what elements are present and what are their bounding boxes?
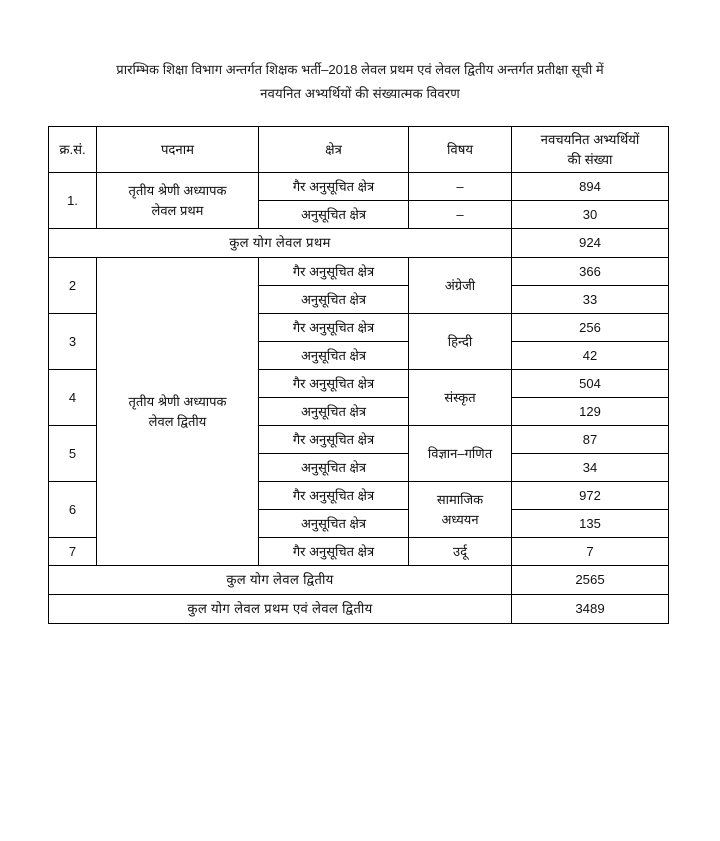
level1-post-line-1: तृतीय श्रेणी अध्यापक [128,182,227,198]
level2-group4-subject-line-2: अध्ययन [441,511,479,527]
level2-group4-subject-line-1: सामाजिक [436,491,484,507]
header-subject: विषय [409,127,512,173]
candidate-summary-table [48,126,669,624]
level2-group2-serial: 4 [49,370,97,426]
level2-group3-row1-area: अनुसूचित क्षेत्र [259,454,409,482]
level2-group2-row0-count: 504 [512,370,669,398]
level1-row0-area: गैर अनुसूचित क्षेत्र [259,173,409,201]
level2-post [97,258,259,566]
table-row [49,173,669,201]
level2-group4-row1-count: 135 [512,510,669,538]
level2-group5-subject: उर्दू [409,538,512,566]
level2-group5-serial: 7 [49,538,97,566]
level2-group0-row0-area: गैर अनुसूचित क्षेत्र [259,258,409,286]
table-header-row [49,127,669,173]
table-row [49,258,669,286]
level1-row1-area: अनुसूचित क्षेत्र [259,201,409,229]
level1-post-line-2: लेवल प्रथम [151,202,204,218]
grand-total-row [49,595,669,624]
level2-group4-subject [409,482,512,538]
level1-post [97,173,259,229]
header-serial: क्र.सं. [49,127,97,173]
document-title [18,58,702,106]
level1-total-label: कुल योग लेवल प्रथम [49,229,512,258]
level2-group1-row1-count: 42 [512,342,669,370]
level2-group1-row1-area: अनुसूचित क्षेत्र [259,342,409,370]
level2-group0-subject: अंग्रेजी [409,258,512,314]
level2-total-count: 2565 [512,566,669,595]
level2-group0-serial: 2 [49,258,97,314]
level1-row0-subject: – [409,173,512,201]
summary-table-container [48,126,668,624]
level2-total-label: कुल योग लेवल द्वितीय [49,566,512,595]
level1-total-count: 924 [512,229,669,258]
level2-group1-serial: 3 [49,314,97,370]
grand-total-label: कुल योग लेवल प्रथम एवं लेवल द्वितीय [49,595,512,624]
level1-total-row [49,229,669,258]
level2-group0-row0-count: 366 [512,258,669,286]
header-area: क्षेत्र [259,127,409,173]
level2-group4-serial: 6 [49,482,97,538]
level2-group3-serial: 5 [49,426,97,482]
level1-row1-subject: – [409,201,512,229]
level2-group2-subject: संस्कृत [409,370,512,426]
document-title-line-1: प्रारम्भिक शिक्षा विभाग अन्तर्गत शिक्षक भर्ती–2018 लेवल प्रथम एवं लेवल द्वितीय अन्तर्गत प्रतीक्षा सूची में [116,62,604,77]
level2-group2-row0-area: गैर अनुसूचित क्षेत्र [259,370,409,398]
level2-group2-row1-count: 129 [512,398,669,426]
level2-group3-row0-count: 87 [512,426,669,454]
grand-total-count: 3489 [512,595,669,624]
header-count-line-2: की संख्या [567,151,613,167]
level2-group4-row0-count: 972 [512,482,669,510]
level2-group0-row1-count: 33 [512,286,669,314]
level2-group3-row0-area: गैर अनुसूचित क्षेत्र [259,426,409,454]
document-title-line-2: नवयनित अभ्यर्थियों की संख्यात्मक विवरण [260,86,460,101]
level2-group3-subject: विज्ञान–गणित [409,426,512,482]
header-count-line-1: नवचयनित अभ्यर्थियों [540,131,640,147]
level2-group5-row0-count: 7 [512,538,669,566]
level2-group0-row1-area: अनुसूचित क्षेत्र [259,286,409,314]
level2-post-line-1: तृतीय श्रेणी अध्यापक [128,393,227,409]
level2-group2-row1-area: अनुसूचित क्षेत्र [259,398,409,426]
header-post: पदनाम [97,127,259,173]
level2-group1-row0-area: गैर अनुसूचित क्षेत्र [259,314,409,342]
level1-row1-count: 30 [512,201,669,229]
level2-group5-row0-area: गैर अनुसूचित क्षेत्र [259,538,409,566]
level2-group4-row0-area: गैर अनुसूचित क्षेत्र [259,482,409,510]
level2-group4-row1-area: अनुसूचित क्षेत्र [259,510,409,538]
level2-total-row [49,566,669,595]
level2-post-line-2: लेवल द्वितीय [148,413,207,429]
level2-group1-subject: हिन्दी [409,314,512,370]
level1-row0-count: 894 [512,173,669,201]
header-count [512,127,669,173]
level1-serial: 1. [49,173,97,229]
level2-group1-row0-count: 256 [512,314,669,342]
level2-group3-row1-count: 34 [512,454,669,482]
